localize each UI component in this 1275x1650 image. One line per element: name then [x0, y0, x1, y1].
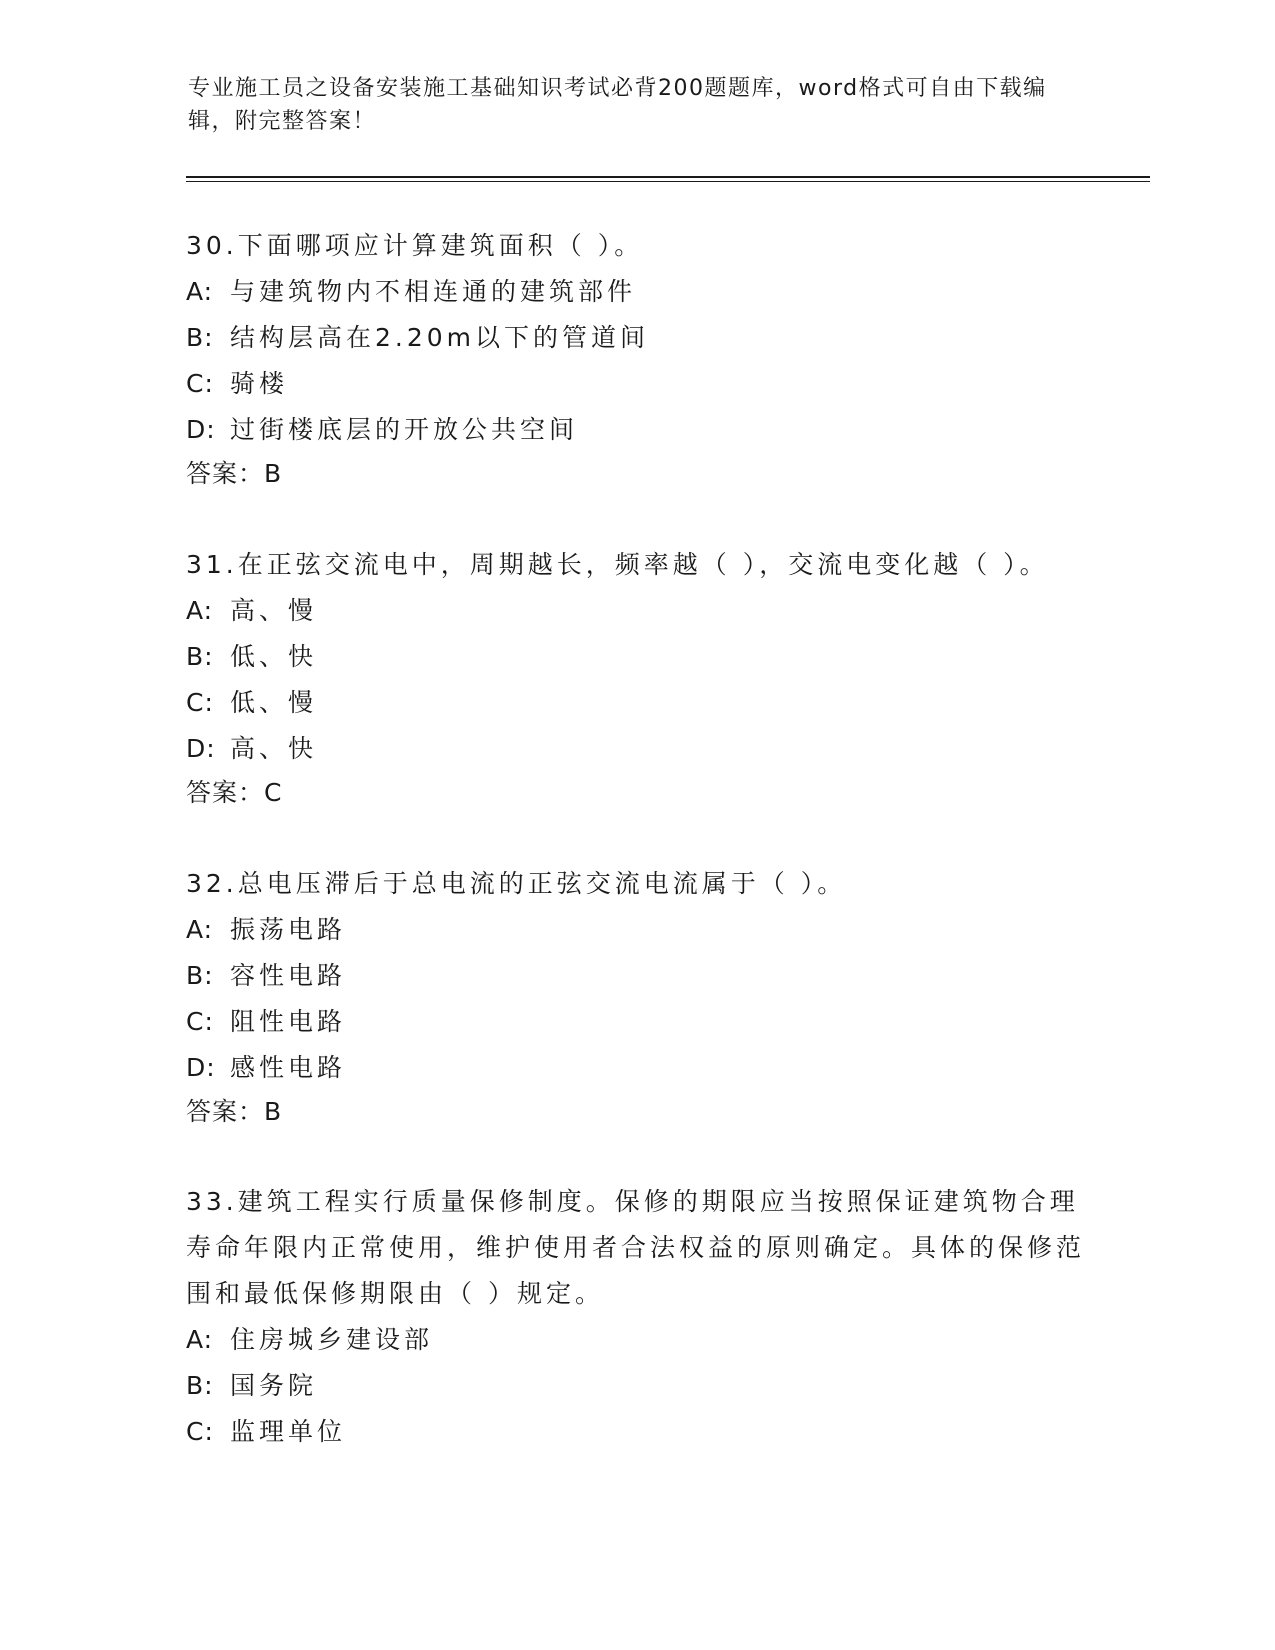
answer-line: 答案：B [186, 459, 283, 488]
option-key: C: [186, 1417, 214, 1446]
question-stem: 33.建筑工程实行质量保修制度。保修的期限应当按照保证建筑物合理寿命年限内正常使用，维护使用者合法权益的原则确定。具体的保修范围和最低保修期限由（ ）规定。 [186, 1187, 1086, 1308]
option-a [186, 269, 1086, 315]
question-30 [186, 223, 1086, 495]
option-a [186, 588, 1086, 634]
option-d [186, 726, 1086, 772]
option-text: 过街楼底层的开放公共空间 [230, 415, 579, 444]
option-key: C: [186, 369, 214, 398]
option-text: 振荡电路 [230, 915, 347, 944]
option-c [186, 999, 1086, 1045]
option-b [186, 634, 1086, 680]
option-c [186, 361, 1086, 407]
option-key: B: [186, 1371, 214, 1400]
document-header-title: 专业施工员之设备安装施工基础知识考试必背200题题库，word格式可自由下载编辑，附完整答案！ [188, 76, 1047, 134]
question-32 [186, 861, 1086, 1133]
option-text: 感性电路 [230, 1053, 347, 1082]
question-stem: 30.下面哪项应计算建筑面积（ ）。 [186, 231, 644, 260]
option-c [186, 1409, 1086, 1455]
question-33 [186, 1179, 1086, 1455]
option-text: 高、慢 [230, 596, 318, 625]
option-key: A: [186, 596, 214, 625]
header-divider-thin [186, 181, 1150, 182]
option-text: 与建筑物内不相连通的建筑部件 [230, 277, 637, 306]
question-stem: 32.总电压滞后于总电流的正弦交流电流属于（ ）。 [186, 869, 847, 898]
option-key: A: [186, 277, 214, 306]
option-key: B: [186, 642, 214, 671]
option-b [186, 1363, 1086, 1409]
option-key: D: [186, 734, 216, 763]
option-text: 低、快 [230, 642, 318, 671]
option-key: C: [186, 688, 214, 717]
option-d [186, 1045, 1086, 1091]
option-key: B: [186, 961, 214, 990]
option-c [186, 680, 1086, 726]
option-key: A: [186, 915, 214, 944]
option-text: 结构层高在2.20m以下的管道间 [230, 323, 650, 352]
option-b [186, 953, 1086, 999]
option-key: D: [186, 1053, 216, 1082]
question-31 [186, 542, 1086, 814]
answer-line: 答案：C [186, 778, 283, 807]
option-key: C: [186, 1007, 214, 1036]
question-stem: 31.在正弦交流电中，周期越长，频率越（ ），交流电变化越（ ）。 [186, 550, 1049, 579]
option-text: 高、快 [230, 734, 318, 763]
option-text: 低、慢 [230, 688, 318, 717]
option-a [186, 907, 1086, 953]
option-a [186, 1317, 1086, 1363]
option-text: 国务院 [230, 1371, 318, 1400]
option-text: 骑楼 [230, 369, 289, 398]
option-key: A: [186, 1325, 214, 1354]
option-text: 住房城乡建设部 [230, 1325, 434, 1354]
option-key: B: [186, 323, 214, 352]
option-d [186, 407, 1086, 453]
option-text: 容性电路 [230, 961, 347, 990]
option-text: 监理单位 [230, 1417, 347, 1446]
option-text: 阻性电路 [230, 1007, 347, 1036]
option-b [186, 315, 1086, 361]
option-key: D: [186, 415, 216, 444]
answer-line: 答案：B [186, 1097, 283, 1126]
header-divider-thick [186, 176, 1150, 178]
